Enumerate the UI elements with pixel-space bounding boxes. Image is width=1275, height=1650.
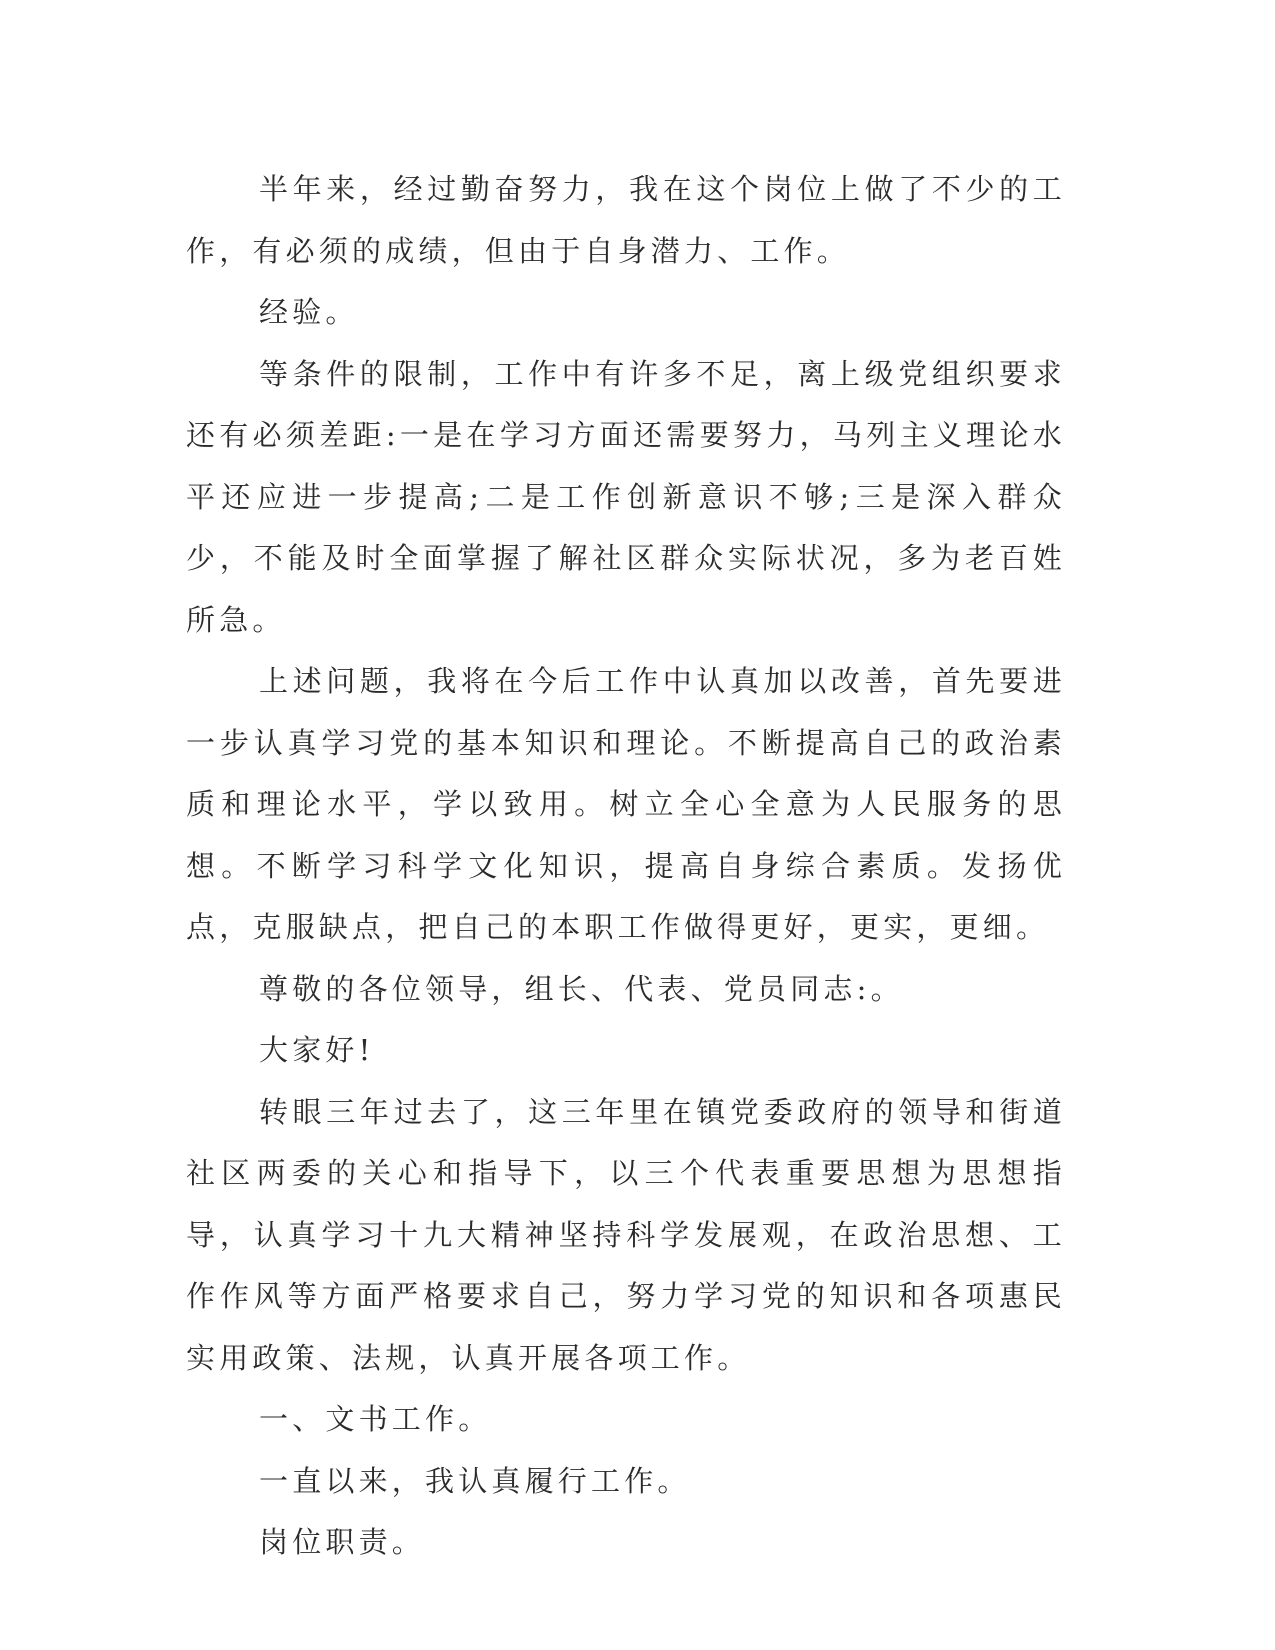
paragraph: 一直以来，我认真履行工作。 — [259, 1463, 691, 1498]
paragraph: 尊敬的各位领导，组长、代表、党员同志:。 — [259, 971, 904, 1006]
paragraph: 上述问题，我将在今后工作中认真加以改善，首先要进一步认真学习党的基本知识和理论。不断提高自己的政治素质和理论水平，学以致用。树立全心全意为人民服务的思想。不断学习科学文化知识，提高自身综合素质。发扬优点，克服缺点，把自己的本职工作做得更好，更实，更细。 — [186, 664, 1066, 944]
paragraph: 岗位职责。 — [259, 1525, 426, 1559]
paragraph: 一、文书工作。 — [259, 1402, 492, 1436]
paragraph: 等条件的限制，工作中有许多不足，离上级党组织要求还有必须差距:一是在学习方面还需要努力，马列主义理论水平还应进一步提高;二是工作创新意识不够;三是深入群众少，不能及时全面掌握了解社区群众实际状况，多为老百姓所急。 — [186, 356, 1066, 637]
document-body — [186, 159, 1066, 1574]
paragraph: 大家好! — [259, 1033, 375, 1067]
paragraph: 半年来，经过勤奋努力，我在这个岗位上做了不少的工作，有必须的成绩，但由于自身潜力、工作。 — [186, 172, 1066, 268]
paragraph: 转眼三年过去了，这三年里在镇党委政府的领导和街道社区两委的关心和指导下，以三个代表重要思想为思想指导，认真学习十九大精神坚持科学发展观，在政治思想、工作作风等方面严格要求自己，努力学习党的知识和各项惠民实用政策、法规，认真开展各项工作。 — [186, 1094, 1066, 1375]
paragraph: 经验。 — [259, 295, 359, 329]
